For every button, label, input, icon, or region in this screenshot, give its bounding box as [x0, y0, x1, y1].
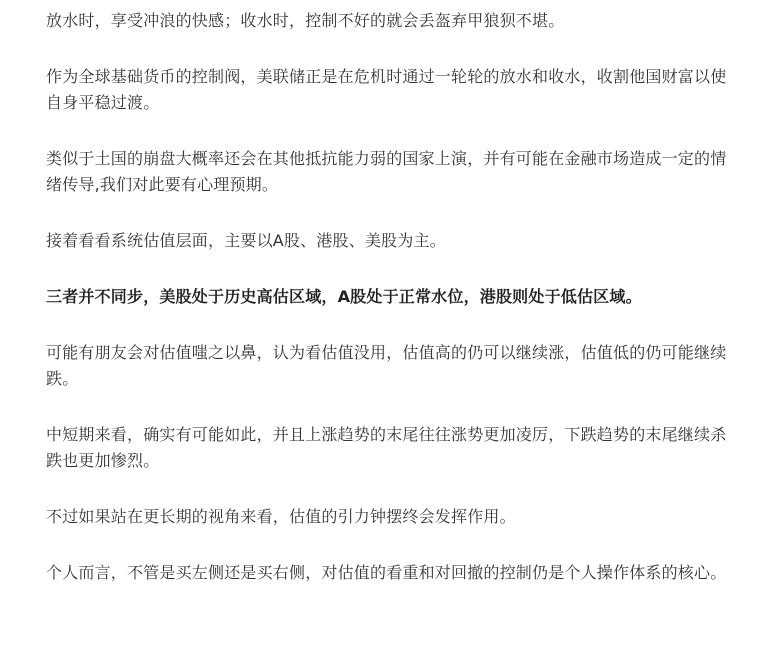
paragraph-short-term: 中短期来看，确实有可能如此，并且上涨趋势的末尾往往涨势更加凌厉，下跌趋势的末尾继续杀跌也更加惨烈。: [46, 425, 727, 470]
paragraph-contagion: 类似于土国的崩盘大概率还会在其他抵抗能力弱的国家上演，并有可能在金融市场造成一定的情绪传导,我们对此要有心理预期。: [46, 149, 727, 194]
paragraph-easing-tightening: 放水时，享受冲浪的快感；收水时，控制不好的就会丢盔弃甲狼狈不堪。: [46, 11, 565, 30]
paragraph-fed-control: 作为全球基础货币的控制阀，美联储正是在危机时通过一轮轮的放水和收水，收割他国财富以使自身平稳过渡。: [46, 67, 727, 112]
paragraph-valuation-intro: 接着看看系统估值层面，主要以A股、港股、美股为主。: [46, 231, 446, 250]
paragraph-conclusion: 个人而言，不管是买左侧还是买右侧，对估值的看重和对回撤的控制仍是个人操作体系的核心。: [46, 563, 727, 582]
paragraph-long-term: 不过如果站在更长期的视角来看，估值的引力钟摆终会发挥作用。: [46, 507, 516, 526]
paragraph-skeptics: 可能有朋友会对估值嗤之以鼻，认为看估值没用，估值高的仍可以继续涨，估值低的仍可能继续跌。: [46, 343, 727, 388]
paragraph-valuation-summary: 三者并不同步，美股处于历史高估区域，A股处于正常水位，港股则处于低估区域。: [46, 287, 642, 306]
